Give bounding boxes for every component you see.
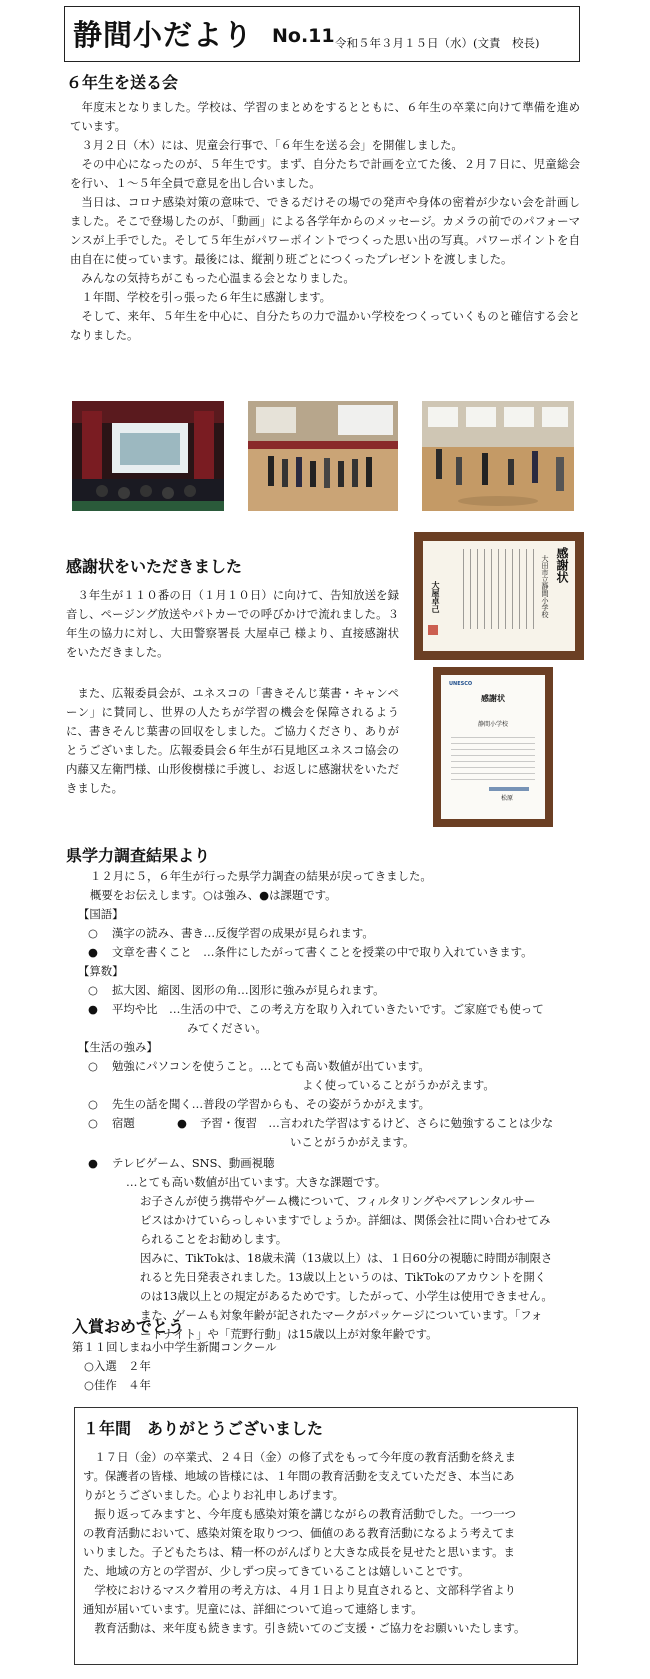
item-text: 先生の話を聞く…普段の学習からも、その姿がうかがえます。	[112, 1097, 431, 1111]
text-line: た、地域の方との学習が、少しずつ戻ってきていることは嬉しいことです。	[83, 1564, 470, 1578]
test-results-body	[70, 867, 590, 1344]
intro-line: 概要をお伝えします。○は強み、●は課題です。	[90, 888, 337, 902]
text-line: りがとうございました。心よりお礼申しあげます。	[83, 1488, 345, 1502]
masthead	[64, 6, 580, 62]
paragraph: 当日は、コロナ感染対策の意味で、できるだけその場での発声や身体の密着が少ない会を計画しました。そこで登場したのが、「動画」による各学年からのメッセージ。カメラの前でのパフォーマンスが上手でした。そして５年生がパワーポイントでつくった思い出の写真。パワーポイントを自由自在に使っています。最後には、縦割り班ごとにつくったプレゼントを渡しました。	[70, 195, 580, 266]
item-continuation: られることをお勧めします。	[140, 1232, 288, 1246]
gym-activity-photo	[422, 401, 574, 511]
item-continuation: ビスはかけていらっしゃいますでしょうか。詳細は、関係会社に問い合わせてみ	[140, 1213, 551, 1227]
list-item	[70, 1095, 590, 1114]
text-line: す。保護者の皆様、地域の皆様には、１年間の教育活動を支えていただき、本当にあ	[83, 1469, 515, 1483]
certificate-body-2	[66, 684, 399, 798]
strength-mark: ○	[88, 1116, 98, 1130]
intro-line: １２月に５，６年生が行った県学力調査の結果が戻ってきました。	[90, 869, 432, 883]
farewell-body	[70, 98, 580, 345]
text-line: 通知が届いています。児童には、詳細について追って連絡します。	[83, 1602, 423, 1616]
item-continuation: 因みに、TikTokは、18歳未満（13歳以上）は、１日60分の視聴に時間が制限さ	[140, 1251, 553, 1265]
section-heading-thanks: １年間 ありがとうございました	[83, 1419, 324, 1438]
text-line: １７日（金）の卒業式、２４日（金）の修了式をもって今年度の教育活動を終えま	[83, 1450, 516, 1464]
item-continuation: また、ゲームも対象年齢が記されたマークがパッケージについています。「フォ	[140, 1308, 543, 1322]
certificate-title: 感謝状	[481, 693, 505, 703]
subject-label-sansu: 【算数】	[78, 964, 124, 978]
strength-mark: ○	[88, 983, 98, 997]
paragraph: １年間、学校を引っ張った６年生に感謝します。	[81, 290, 332, 304]
unesco-certificate	[441, 675, 545, 819]
item-continuation: れると先日発表されました。13歳以上というのは、TikTokのアカウントを開く	[140, 1270, 547, 1284]
paragraph: そして、来年、５年生を中心に、自分たちの力で温かい学校をつくっていくものと確信する会となりました。	[70, 309, 580, 342]
item-continuation: みてください。	[187, 1021, 267, 1035]
certificate-recipient: 大田市立静間小学校	[541, 555, 549, 618]
item-continuation: よく使っていることがうかがえます。	[302, 1078, 495, 1092]
text-line: いりました。子どもたちは、精一杯のがんばりと大きな成長を見せたと思います。ま	[83, 1545, 515, 1559]
item-text: 文章を書くこと …条件にしたがって書くことを授業の中で取り入れていきます。	[112, 945, 533, 959]
section-heading-test-results: 県学力調査結果より	[66, 846, 211, 865]
issue-mark: ●	[177, 1116, 187, 1130]
strength-mark: ○	[88, 1059, 98, 1073]
item-text: 平均や比 …生活の中で、この考え方を取り入れていきたいです。ご家庭でも使って	[112, 1002, 544, 1016]
subject-label-kokugo: 【国語】	[78, 907, 124, 921]
list-item	[70, 981, 590, 1000]
list-item	[70, 1000, 590, 1019]
list-item	[70, 1154, 590, 1173]
thanks-body	[83, 1448, 573, 1638]
certificate-signer: 大屋卓己	[431, 581, 441, 613]
item-text: 漢字の読み、書き…反復学習の成果が見られます。	[112, 926, 374, 940]
text-line: 振り返ってみますと、今年度も感染対策を講じながらの教育活動でした。一つ一つ	[83, 1507, 516, 1521]
issue-date: 令和５年３月１５日（水）(文責 校長)	[335, 36, 540, 50]
text-line: 学校におけるマスク着用の考え方は、４月１日より見直されると、文部科学省より	[83, 1583, 516, 1597]
section-heading-awards: 入賞おめでとう	[72, 1317, 185, 1336]
strength-mark: ○	[88, 926, 98, 940]
issue-number: No.11	[272, 25, 335, 47]
list-item	[70, 1057, 590, 1076]
subject-label-seikatsu: 【生活の強み】	[78, 1040, 158, 1054]
item-continuation: ートナイト」や「荒野行動」は15歳以上が対象年齢です。	[140, 1327, 438, 1341]
paragraph: また、広報委員会が、ユネスコの「書きそんじ葉書・キャンペーン」に賛同し、世界の人たちが学習の機会を保障されるように、書きそんじ葉書の回収をしました。ご協力くださり、ありがとうございました。広報委員会６年生が石見地区ユネスコ協会の内藤又左衛門様、山形俊樹様に手渡し、お返しに感謝状をいただきました。	[66, 686, 399, 795]
section-heading-farewell: ６年生を送る会	[66, 73, 179, 92]
item-continuation: いことがうかがえます。	[290, 1135, 415, 1149]
award-item: ○佳作 ４年	[84, 1378, 151, 1392]
paragraph: みんなの気持ちがこもった心温まる会となりました。	[81, 271, 355, 285]
issue-mark: ●	[88, 945, 98, 959]
paragraph: ３年生が１１０番の日（１月１０日）に向けて、告知放送を録音し、ページング放送やパトカーでの呼びかけで流れました。３年生の協力に対し、大田警察署長 大屋卓己 様より、直接感謝状をいただきました。	[66, 588, 399, 659]
list-item	[70, 1114, 590, 1133]
text-line: 教育活動は、来年度も続きます。引き続いてのご支援・ご協力をお願いいたします。	[83, 1621, 526, 1635]
police-certificate-frame	[414, 532, 584, 660]
paragraph: 年度末となりました。学校は、学習のまとめをするとともに、６年生の卒業に向けて準備を進めています。	[70, 100, 580, 133]
certificate-signer: 松原	[501, 795, 514, 802]
gym-students-photo	[248, 401, 398, 511]
certificate-title: 感謝状	[555, 547, 569, 583]
section-heading-certificates: 感謝状をいただきました	[66, 557, 243, 576]
paragraph: その中心になったのが、５年生です。まず、自分たちで計画を立てた後、２月７日に、児童総会を行い、１～５年全員で意見を出し合いました。	[70, 157, 580, 190]
unesco-logo: UNESCO	[449, 681, 473, 687]
item-text: 勉強にパソコンを使うこと。…とても高い数値が出ています。	[112, 1059, 430, 1073]
item-text: 宿題	[112, 1116, 135, 1130]
text-line: の教育活動において、感染対策を取りつつ、価値のある教育活動になるよう考えてま	[83, 1526, 516, 1540]
stage-screen-photo	[72, 401, 224, 511]
certificate-body-1	[66, 586, 399, 662]
issue-mark: ●	[88, 1002, 98, 1016]
police-certificate	[423, 541, 575, 651]
item-continuation: お子さんが使う携帯やゲーム機について、フィルタリングやペアレンタルサー	[140, 1194, 536, 1208]
item-continuation: のは13歳以上との規定があるためです。したがって、小学生は使用できません。	[140, 1289, 553, 1303]
seal-icon	[428, 625, 438, 635]
item-continuation: …とても高い数値が出ています。大きな課題です。	[126, 1175, 387, 1189]
thanks-box	[74, 1407, 578, 1665]
certificate-recipient: 静間小学校	[477, 721, 508, 728]
item-text: テレビゲーム、SNS、動画視聴	[112, 1156, 275, 1170]
strength-mark: ○	[88, 1097, 98, 1111]
award-item: ○入選 ２年	[84, 1359, 151, 1373]
newsletter-title: 静間小だより	[73, 18, 254, 52]
item-text: 拡大図、縮図、図形の角…図形に強みが見られます。	[112, 983, 385, 997]
paragraph: ３月２日（木）には、児童会行事で、「６年生を送る会」を開催しました。	[81, 138, 463, 152]
contest-name: 第１１回しまね小中学生新聞コンクール	[72, 1340, 277, 1354]
issue-mark: ●	[88, 1156, 98, 1170]
list-item	[70, 943, 590, 962]
list-item	[70, 924, 590, 943]
unesco-certificate-frame	[433, 667, 553, 827]
awards-body	[72, 1338, 552, 1395]
item-text: 予習・復習 …言われた学習はするけど、さらに勉強することは少な	[200, 1116, 554, 1130]
